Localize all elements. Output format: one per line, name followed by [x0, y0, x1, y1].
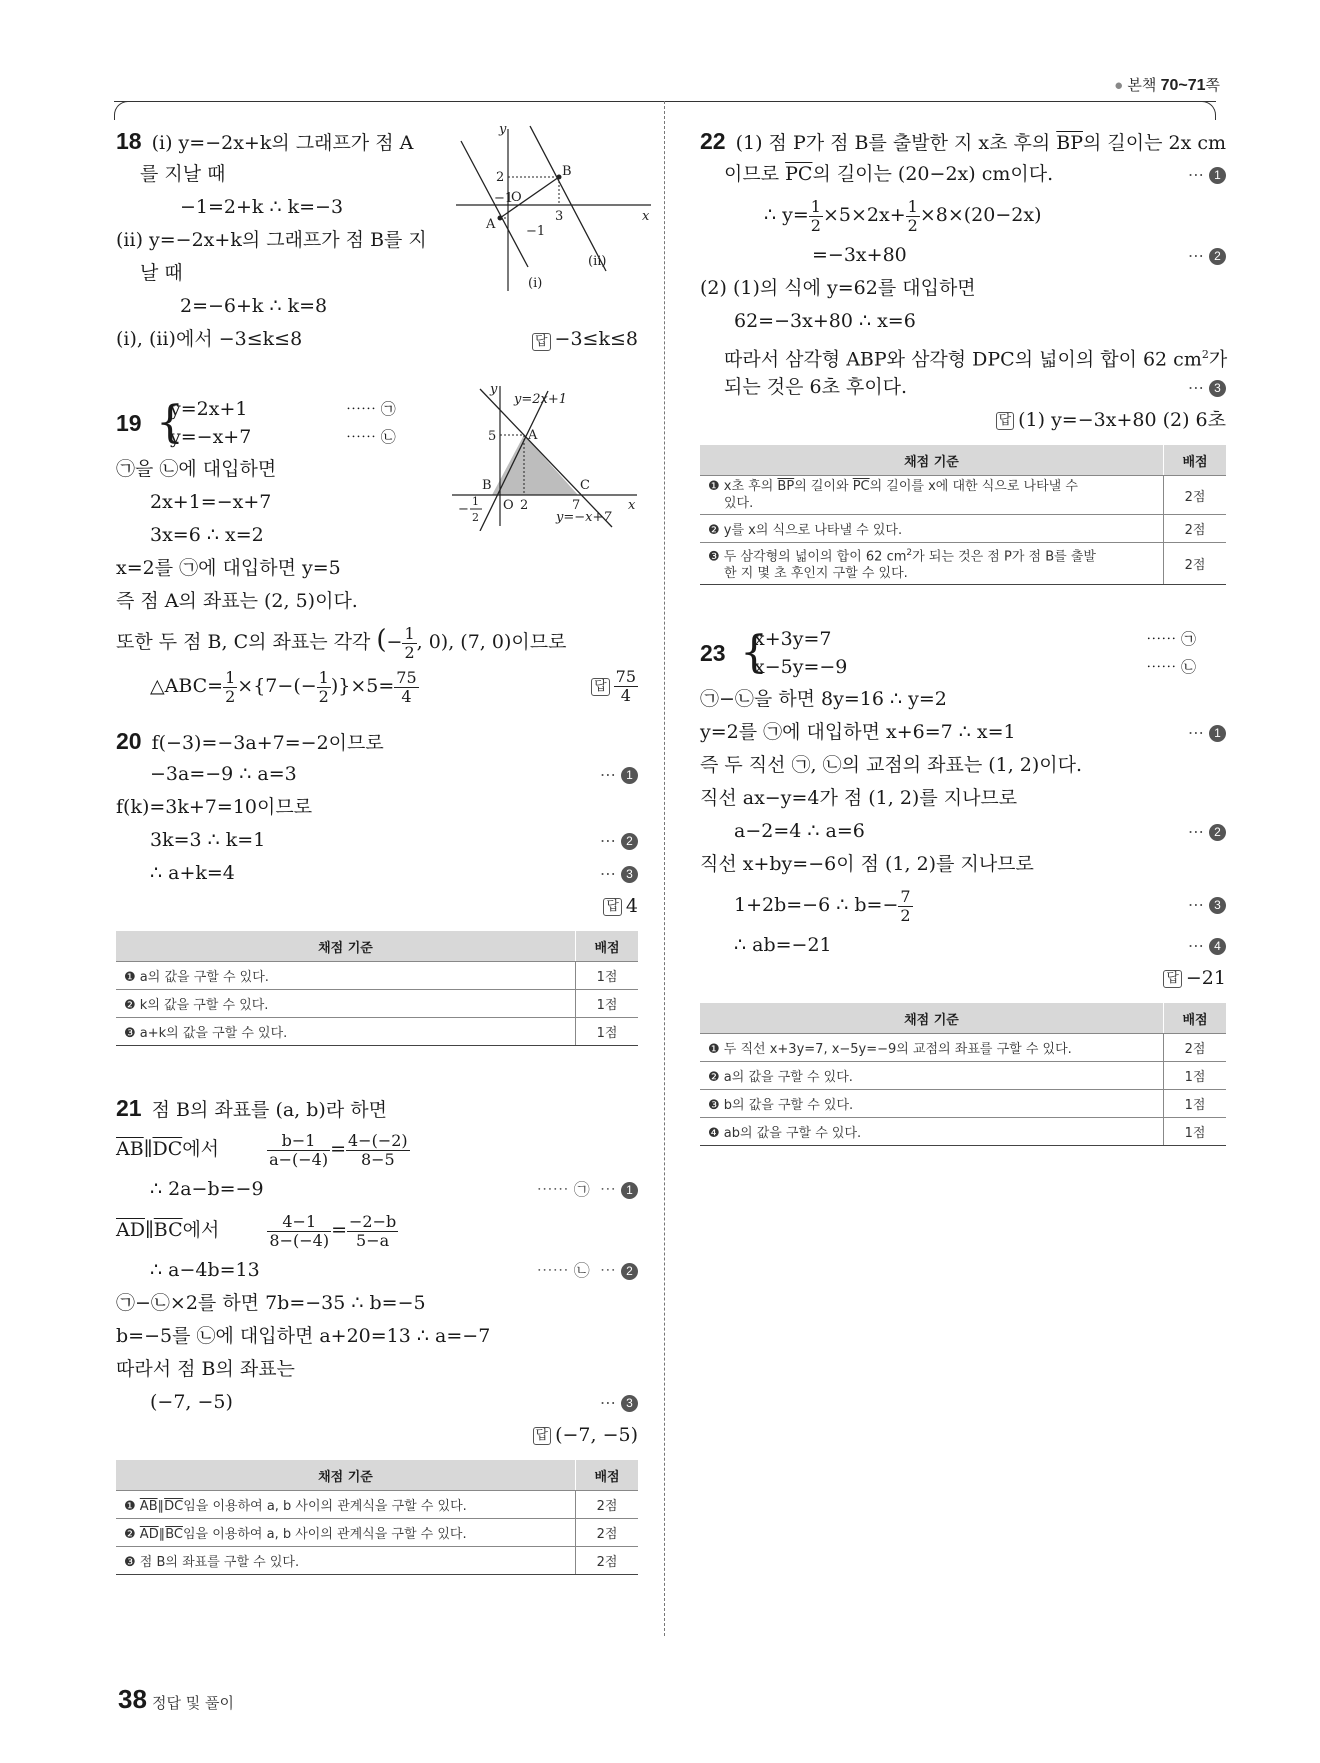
fraction [346, 1132, 410, 1169]
text: 임을 이용하여 a, b 사이의 관계식을 구할 수 있다. [183, 1499, 467, 1514]
points-cell: 1점 [576, 962, 639, 990]
dots: ⋯⋯ [536, 1180, 569, 1199]
equals: = [331, 1219, 347, 1241]
solution-line: 의 길이는 2x cm [1082, 132, 1226, 154]
tick-label: 3 [555, 209, 564, 224]
text: 임을 이용하여 a, b 사이의 관계식을 구할 수 있다. [182, 1527, 467, 1542]
arrow: ⋯ [1187, 895, 1204, 915]
segment: $\overline{AB}$ [139, 1499, 158, 1514]
denominator: 2 [810, 215, 821, 235]
page-reference [1114, 74, 1220, 95]
denominator: a−(−4) [269, 1149, 329, 1169]
text: 한 지 몇 초 후인지 구할 수 있다. [724, 566, 908, 582]
answer-badge: 답 [996, 412, 1015, 430]
answer-badge: 답 [532, 333, 551, 351]
dots: ⋯⋯ [1146, 658, 1177, 677]
parallel-sign: ∥ [144, 1219, 154, 1241]
origin-label: O [511, 190, 522, 205]
solution-line: (ⅰ) y=−2x+k의 그래프가 점 A [151, 132, 414, 154]
solution-line: 직선 x+by=−6이 점 (1, 2)를 지나므로 [700, 853, 1034, 876]
step-marker [600, 857, 638, 890]
denominator: 2 [907, 215, 918, 235]
solution-line: , 0), (7, 0)이므로 [416, 631, 567, 653]
arrow: ⋯ [599, 765, 616, 784]
solution-line: (ⅱ) y=−2x+k의 그래프가 점 B를 지 [116, 229, 427, 251]
rubric-row [700, 1062, 1226, 1090]
points-header: 배점 [576, 931, 639, 962]
step-number: 2 [1209, 824, 1226, 841]
marker: ❶ [124, 1499, 140, 1514]
triangle-abc [492, 435, 578, 495]
problem-number: 19 [116, 410, 142, 436]
denominator: 8−5 [360, 1149, 395, 1169]
step-number: 3 [1209, 380, 1226, 397]
page-footer [118, 1684, 234, 1715]
arrow: ⋯ [599, 1261, 616, 1280]
solution-line: 따라서 점 B의 좌표는 [116, 1358, 295, 1380]
solution-line: ×5×2x+ [822, 204, 906, 226]
denominator: 2 [318, 686, 329, 706]
solution-line: ∴ y= [764, 204, 809, 226]
marker: ❷ [124, 1527, 140, 1542]
solution-line: =−3x+80 [812, 244, 907, 266]
criteria-cell: ❸ b의 값을 구할 수 있다. [700, 1090, 1164, 1118]
segment-bp: $\overline{BP}$ [1056, 132, 1083, 154]
step-number: 2 [621, 833, 638, 850]
problem-20 [116, 725, 638, 1046]
rubric-row [700, 1034, 1226, 1062]
problem-19: 19 { y=2x+1 y=−x+7 ⋯⋯ ㉠ ⋯⋯ ㉡ ㉠을 ㉡에 대입하면 2x+1=−x+7 3x=6 ∴ x=2 x=2를 ㉠에 대입하면 y=5 즉 점 A의 좌표는 (2, 5)이다. 또한 두 점 B, C의 좌표는 각각 (− $\frac{1}{2}$ , 0), (7, 0)이므로 △ABC= $\frac{1}{2}$ ×{7−(− $\frac{1}{2}$ )}×5= $\frac{75}{4}$ 답 $\frac{75}{4}$ y x A B C O 5 2 7 − 1 2 y=2x+1 y=−x+7 [116, 395, 638, 695]
dots: ⋯⋯ [536, 1261, 569, 1280]
tick-label: −1 [494, 191, 514, 206]
solution-line: 3x=6 ∴ x=2 [150, 524, 264, 546]
solution-line: x=2를 ㉠에 대입하면 y=5 [116, 557, 341, 579]
text: 의 길이와 [794, 479, 853, 494]
answer-value: (1) y=−3x+80 (2) 6초 [1018, 409, 1226, 431]
page-ref-label: 본책 [1127, 77, 1157, 94]
arrow: ⋯ [1187, 723, 1204, 743]
denominator: 5−a [356, 1230, 390, 1250]
points-cell: 2점 [1164, 1034, 1227, 1062]
solution-line: a−2=4 ∴ a=6 [734, 820, 865, 843]
fraction [809, 198, 823, 235]
arrow: ⋯ [1187, 822, 1204, 842]
point-a-label: A [528, 428, 538, 443]
points-cell: 2점 [576, 1491, 639, 1519]
parallel-sign: ∥ [157, 1499, 165, 1514]
segment-pc: $\overline{PC}$ [785, 163, 813, 185]
y-axis-label: y [499, 122, 507, 137]
problem-22 [700, 125, 1226, 585]
segment-ab: $\overline{AB}$ [116, 1138, 144, 1160]
problem-number: 22 [700, 128, 726, 154]
solution-line: 이므로 [724, 163, 786, 185]
solution-line: 3k=3 ∴ k=1 [150, 829, 266, 851]
superscript: 2 [1201, 348, 1209, 361]
parallel-sign: ∥ [158, 1527, 166, 1542]
solution-line: 즉 점 A의 좌표는 (2, 5)이다. [116, 590, 358, 612]
fraction [898, 888, 912, 925]
numerator: 75 [396, 667, 417, 687]
solution-line: 가 [1208, 348, 1228, 371]
arrow: ⋯ [599, 1393, 616, 1412]
numerator: 4−(−2) [348, 1130, 408, 1150]
solution-line: 점 B의 좌표를 (a, b)라 하면 [151, 1099, 387, 1121]
line-label: (ⅱ) [588, 254, 607, 269]
page-ref-suffix: 쪽 [1205, 77, 1220, 94]
step-marker [1188, 881, 1226, 929]
points-cell: 2점 [1164, 476, 1227, 515]
rubric-table [116, 1460, 638, 1575]
rubric-table [700, 445, 1226, 585]
step-marker [1188, 239, 1226, 272]
points-cell: 1점 [1164, 1118, 1227, 1146]
step-number: 1 [621, 1182, 638, 1199]
step-number: 3 [621, 866, 638, 883]
solution-line: f(k)=3k+7=10이므로 [116, 796, 313, 818]
answer-value: 4 [625, 895, 638, 917]
solution-line: 를 지날 때 [140, 163, 226, 185]
rubric-row [116, 1519, 638, 1547]
tick-label: 2 [496, 170, 505, 185]
criteria-cell: ❹ ab의 값을 구할 수 있다. [700, 1118, 1164, 1146]
points-cell: 2점 [1164, 543, 1227, 585]
equation-1: x+3y=7 [754, 628, 832, 651]
segment-bc: $\overline{BC}$ [153, 1219, 183, 1241]
numerator: 1 [404, 623, 415, 643]
fraction [223, 669, 237, 706]
solution-line: 1+2b=−6 ∴ b=− [734, 894, 899, 917]
problem-23 [700, 625, 1226, 1146]
fraction [267, 1213, 331, 1250]
tick-label: −1 [526, 224, 546, 239]
step-marker [600, 758, 638, 791]
text: 가 되는 것은 점 P가 점 B를 출발 [912, 549, 1096, 565]
denominator: 4 [620, 686, 631, 705]
segment-dc: $\overline{DC}$ [152, 1138, 183, 1160]
criteria-header: 채점 기준 [700, 1003, 1164, 1034]
step-marker [537, 1173, 638, 1206]
answer [532, 323, 638, 356]
points-cell: 2점 [1164, 515, 1227, 543]
point-c-label: C [580, 478, 590, 493]
step-number: 2 [1209, 248, 1226, 265]
step-marker [600, 824, 638, 857]
segment-ad: $\overline{AD}$ [116, 1219, 145, 1241]
label-2: ㉡ [380, 428, 396, 446]
step-marker [1188, 815, 1226, 848]
label-1: ㉠ [573, 1180, 590, 1199]
arrow: ⋯ [599, 864, 616, 883]
numerator: 4−1 [267, 1213, 331, 1232]
fraction [267, 1132, 330, 1169]
label-1: ㉠ [380, 400, 396, 418]
tick-label: 2 [472, 511, 479, 524]
criteria-cell: ❷ k의 값을 구할 수 있다. [116, 990, 576, 1018]
tick-label: 7 [572, 498, 581, 513]
criteria-cell [116, 1519, 576, 1547]
answer-badge: 답 [1163, 970, 1182, 988]
footer-label: 정답 및 풀이 [152, 1694, 235, 1712]
tick-label: − [458, 502, 469, 517]
rubric-row [116, 1018, 638, 1046]
rubric-table [700, 1003, 1226, 1146]
fraction [317, 669, 331, 706]
graph-18 [456, 121, 656, 296]
line-label: (ⅰ) [528, 276, 543, 291]
text: ❶ x초 후의 [708, 479, 778, 494]
solution-line: (1) 점 P가 점 B를 출발한 지 x초 후의 [735, 132, 1057, 154]
text: 있다. [724, 496, 754, 511]
minus: − [386, 631, 403, 653]
column-divider [664, 101, 665, 1636]
solution-line: b=−5를 ㉡에 대입하면 a+20=13 ∴ a=−7 [116, 1325, 491, 1347]
tick-label: 1 [472, 495, 479, 508]
numerator: 1 [318, 667, 329, 687]
points-cell: 1점 [1164, 1090, 1227, 1118]
points-cell: 1점 [1164, 1062, 1227, 1090]
text: 에서 [182, 1138, 219, 1160]
step-number: 1 [621, 767, 638, 784]
step-number: 1 [1209, 725, 1226, 742]
superscript: 2 [906, 548, 913, 558]
answer-fraction [614, 668, 638, 705]
criteria-header: 채점 기준 [116, 1460, 576, 1491]
points-cell: 1점 [576, 1018, 639, 1046]
graph-19 [452, 381, 642, 531]
solution-line: (ⅰ), (ⅱ)에서 −3≤k≤8 [116, 328, 303, 350]
solution-line: 62=−3x+80 ∴ x=6 [734, 310, 916, 332]
rubric-row [116, 990, 638, 1018]
step-marker [1188, 371, 1226, 404]
solution-line: 즉 두 직선 ㉠, ㉡의 교점의 좌표는 (1, 2)이다. [700, 754, 1083, 777]
solution-line: ㉠−㉡×2를 하면 7b=−35 ∴ b=−5 [116, 1292, 426, 1314]
solution-line: ∴ a−4b=13 [150, 1259, 260, 1281]
rubric-row [116, 1491, 638, 1519]
solution-line: 따라서 삼각형 ABP와 삼각형 DPC의 넓이의 합이 62 cm [724, 348, 1202, 371]
area-formula: △ABC= [150, 675, 224, 697]
points-header: 배점 [1164, 1003, 1227, 1034]
solution-line: 되는 것은 6초 후이다. [724, 376, 908, 398]
tick-label: 2 [520, 498, 529, 513]
denominator: 2 [900, 905, 911, 925]
label-2: ㉡ [1180, 658, 1196, 677]
problem-18 [116, 122, 650, 363]
system-brace: { [740, 627, 768, 679]
segment: $\overline{BC}$ [165, 1527, 183, 1542]
criteria-header: 채점 기준 [116, 931, 576, 962]
answer-badge: 답 [533, 1427, 552, 1445]
criteria-cell: ❶ 두 직선 x+3y=7, x−5y=−9의 교점의 좌표를 구할 수 있다. [700, 1034, 1164, 1062]
problem-number: 23 [700, 640, 726, 667]
text: ❸ 두 삼각형의 넓이의 합이 62 cm [708, 549, 907, 565]
segment: $\overline{PC}$ [852, 479, 870, 494]
y-axis-label: y [490, 382, 498, 397]
criteria-cell: ❷ a의 값을 구할 수 있다. [700, 1062, 1164, 1090]
rubric-row [116, 962, 638, 990]
step-marker [1188, 929, 1226, 962]
arrow: ⋯ [1187, 936, 1204, 956]
dots: ⋯⋯ [346, 428, 377, 446]
problem-21 [116, 1092, 638, 1575]
fraction [394, 669, 418, 706]
solution-line: 2=−6+k ∴ k=8 [180, 295, 328, 317]
rubric-row [700, 476, 1226, 515]
rubric-row [116, 1547, 638, 1575]
equals: = [330, 1138, 346, 1160]
points-cell: 1점 [576, 990, 639, 1018]
denominator: 2 [404, 642, 415, 662]
line-label: y=2x+1 [514, 392, 568, 407]
step-number: 3 [1209, 897, 1226, 914]
solution-line: (2) (1)의 식에 y=62를 대입하면 [700, 277, 976, 299]
fraction [402, 625, 416, 662]
equation-1: y=2x+1 [170, 398, 248, 420]
segment: $\overline{AD}$ [139, 1527, 159, 1542]
points-header: 배점 [576, 1460, 639, 1491]
step-marker [1188, 716, 1226, 749]
arrow: ⋯ [599, 831, 616, 850]
segment: $\overline{DC}$ [164, 1499, 184, 1514]
fraction [906, 198, 920, 235]
text: 의 길이를 x에 대한 식으로 나타낼 수 [869, 479, 1078, 494]
arrow: ⋯ [1187, 165, 1204, 184]
step-number: 2 [621, 1263, 638, 1280]
graph-line-ii [530, 126, 606, 271]
text: 에서 [182, 1219, 220, 1241]
rubric-row [700, 515, 1226, 543]
point-b [557, 175, 562, 180]
tick-label: 5 [488, 429, 497, 444]
answer-value: −21 [1185, 967, 1226, 990]
problem-number: 21 [116, 1095, 142, 1121]
answer-badge: 답 [603, 898, 622, 916]
label-1: ㉠ [1180, 630, 1196, 649]
numerator: −2−b [349, 1211, 397, 1231]
equation-2: y=−x+7 [170, 426, 252, 448]
rubric-table [116, 931, 638, 1046]
numerator: 1 [907, 196, 918, 216]
solution-line: ∴ 2a−b=−9 [150, 1178, 264, 1200]
denominator: 2 [225, 686, 236, 706]
numerator: 1 [810, 196, 821, 216]
solution-line: 또한 두 점 B, C의 좌표는 각각 [116, 631, 377, 653]
point-b-label: B [482, 478, 492, 493]
criteria-cell: ❶ a의 값을 구할 수 있다. [116, 962, 576, 990]
answer-value: (−7, −5) [555, 1424, 638, 1446]
arrow: ⋯ [1187, 378, 1204, 397]
equation-2: x−5y=−9 [754, 656, 848, 679]
numerator: 1 [225, 667, 236, 687]
solution-line: ㉠−㉡을 하면 8y=16 ∴ y=2 [700, 688, 947, 711]
system-brace: { [156, 397, 184, 448]
point-a [498, 216, 503, 221]
origin-label: O [503, 498, 514, 513]
criteria-cell: ❸ a+k의 값을 구할 수 있다. [116, 1018, 576, 1046]
segment: $\overline{BP}$ [777, 479, 795, 494]
area-formula: ×{7−(− [237, 675, 317, 697]
solution-line: ㉠을 ㉡에 대입하면 [116, 458, 277, 480]
problem-number: 20 [116, 728, 142, 754]
left-column [116, 122, 650, 1575]
rubric-row [700, 1118, 1226, 1146]
line-label: y=−x+7 [556, 510, 612, 525]
numerator: 7 [900, 886, 911, 906]
solution-line: 2x+1=−x+7 [150, 491, 272, 513]
parallel-sign: ∥ [143, 1138, 153, 1160]
points-cell: 2점 [576, 1519, 639, 1547]
fraction [347, 1213, 398, 1250]
point-a-label: A [486, 217, 496, 232]
arrow: ⋯ [1187, 246, 1204, 265]
criteria-cell [700, 476, 1164, 515]
criteria-cell: ❷ y를 x의 식으로 나타낼 수 있다. [700, 515, 1164, 543]
solution-line: −1=2+k ∴ k=−3 [180, 196, 344, 218]
points-header: 배점 [1164, 445, 1227, 476]
rubric-row [700, 1090, 1226, 1118]
denominator: 8−(−4) [269, 1230, 330, 1250]
label-2: ㉡ [573, 1261, 590, 1280]
solution-line: y=2를 ㉠에 대입하면 x+6=7 ∴ x=1 [700, 721, 1016, 744]
solution-line: ∴ a+k=4 [150, 862, 235, 884]
points-cell: 2점 [576, 1547, 639, 1575]
x-axis-label: x [628, 498, 636, 513]
denominator: 4 [401, 686, 412, 706]
solution-line: 의 길이는 (20−2x) cm이다. [812, 163, 1054, 185]
dots: ⋯⋯ [1146, 630, 1177, 649]
x-axis-label: x [642, 209, 650, 224]
criteria-header: 채점 기준 [700, 445, 1164, 476]
numerator: b−1 [267, 1132, 330, 1151]
dots: ⋯⋯ [346, 400, 377, 418]
right-column [700, 125, 1226, 1146]
step-marker [1188, 158, 1226, 191]
solution-line: ∴ ab=−21 [734, 934, 832, 957]
answer-badge: 답 [591, 678, 610, 696]
solution-line: f(−3)=−3a+7=−2이므로 [151, 732, 384, 754]
criteria-cell: ❸ 점 B의 좌표를 구할 수 있다. [116, 1547, 576, 1575]
step-marker [537, 1254, 638, 1287]
arrow: ⋯ [599, 1180, 616, 1199]
problem-number: 18 [116, 128, 142, 154]
solution-line: ×8×(20−2x) [919, 204, 1042, 226]
step-number: 3 [621, 1395, 638, 1412]
solution-line: (−7, −5) [150, 1391, 233, 1413]
area-formula: )}×5= [330, 675, 395, 697]
page-ref-range: 70~71 [1160, 77, 1206, 94]
criteria-cell [700, 543, 1164, 585]
rubric-row [700, 543, 1226, 585]
solution-line: 날 때 [140, 262, 183, 284]
answer [591, 662, 638, 710]
solution-line: 직선 ax−y=4가 점 (1, 2)를 지나므로 [700, 787, 1018, 810]
numerator: 75 [615, 667, 636, 686]
solution-line: −3a=−9 ∴ a=3 [150, 763, 297, 785]
bullet-icon: ● [1114, 77, 1124, 94]
page-number: 38 [118, 1684, 147, 1714]
point-b-label: B [562, 164, 572, 179]
step-number: 1 [1209, 167, 1226, 184]
step-marker [600, 1386, 638, 1419]
step-number: 4 [1209, 938, 1226, 955]
answer-value: −3≤k≤8 [554, 328, 638, 350]
criteria-cell [116, 1491, 576, 1519]
